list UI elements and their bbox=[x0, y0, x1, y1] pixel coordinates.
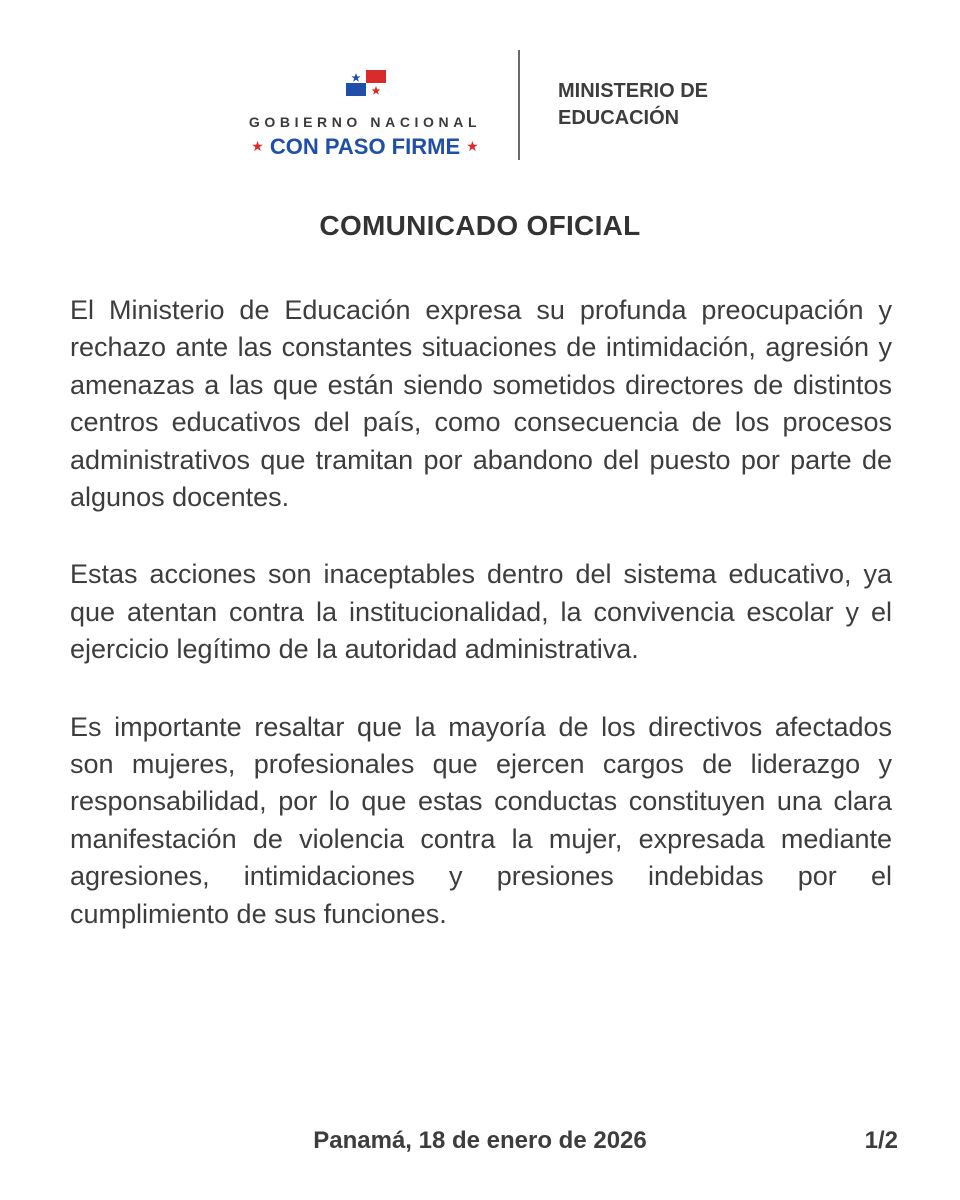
gov-slogan bbox=[240, 134, 490, 160]
document-body bbox=[70, 292, 892, 973]
government-logo bbox=[240, 70, 490, 160]
ministry-line-1: MINISTERIO DE bbox=[558, 80, 709, 102]
ministry-line-2: EDUCACIÓN bbox=[558, 107, 680, 129]
document-title: COMUNICADO OFICIAL bbox=[319, 210, 641, 241]
panama-flag-icon bbox=[346, 70, 386, 96]
star-icon: ★ bbox=[251, 138, 264, 154]
star-icon: ★ bbox=[466, 138, 479, 154]
gov-top-text: GOBIERNO NACIONAL bbox=[248, 114, 482, 130]
ministry-name bbox=[558, 78, 708, 132]
header-divider bbox=[518, 50, 520, 160]
gov-slogan-text: CON PASO FIRME bbox=[269, 134, 461, 159]
paragraph-3: Es importante resaltar que la mayoría de los directivos afectados son mujeres, profesionales que ejercen cargos de liderazgo y responsabilidad, por lo que estas conductas constituyen una clara manifestación de violencia contra la mujer, expresada mediante agresiones, intimidaciones y presiones indebidas por el cumplimiento de sus funciones. bbox=[70, 711, 892, 929]
document-date: Panamá, 18 de enero de 2026 bbox=[313, 1127, 647, 1154]
page-number: 1/2 bbox=[864, 1127, 898, 1154]
paragraph-1: El Ministerio de Educación expresa su profunda preocupación y rechazo ante las constantes situaciones de intimidación, agresión y amenazas a las que están siendo sometidos directores de distintos centros educativos del país, como consecuencia de los procesos administrativos que tramitan por abandono del puesto por parte de algunos docentes. bbox=[70, 295, 892, 513]
paragraph-2: Estas acciones son inaceptables dentro del sistema educativo, ya que atentan contra la institucionalidad, la convivencia escolar y el ejercicio legítimo de la autoridad administrativa. bbox=[70, 559, 892, 665]
document-header bbox=[0, 50, 960, 165]
